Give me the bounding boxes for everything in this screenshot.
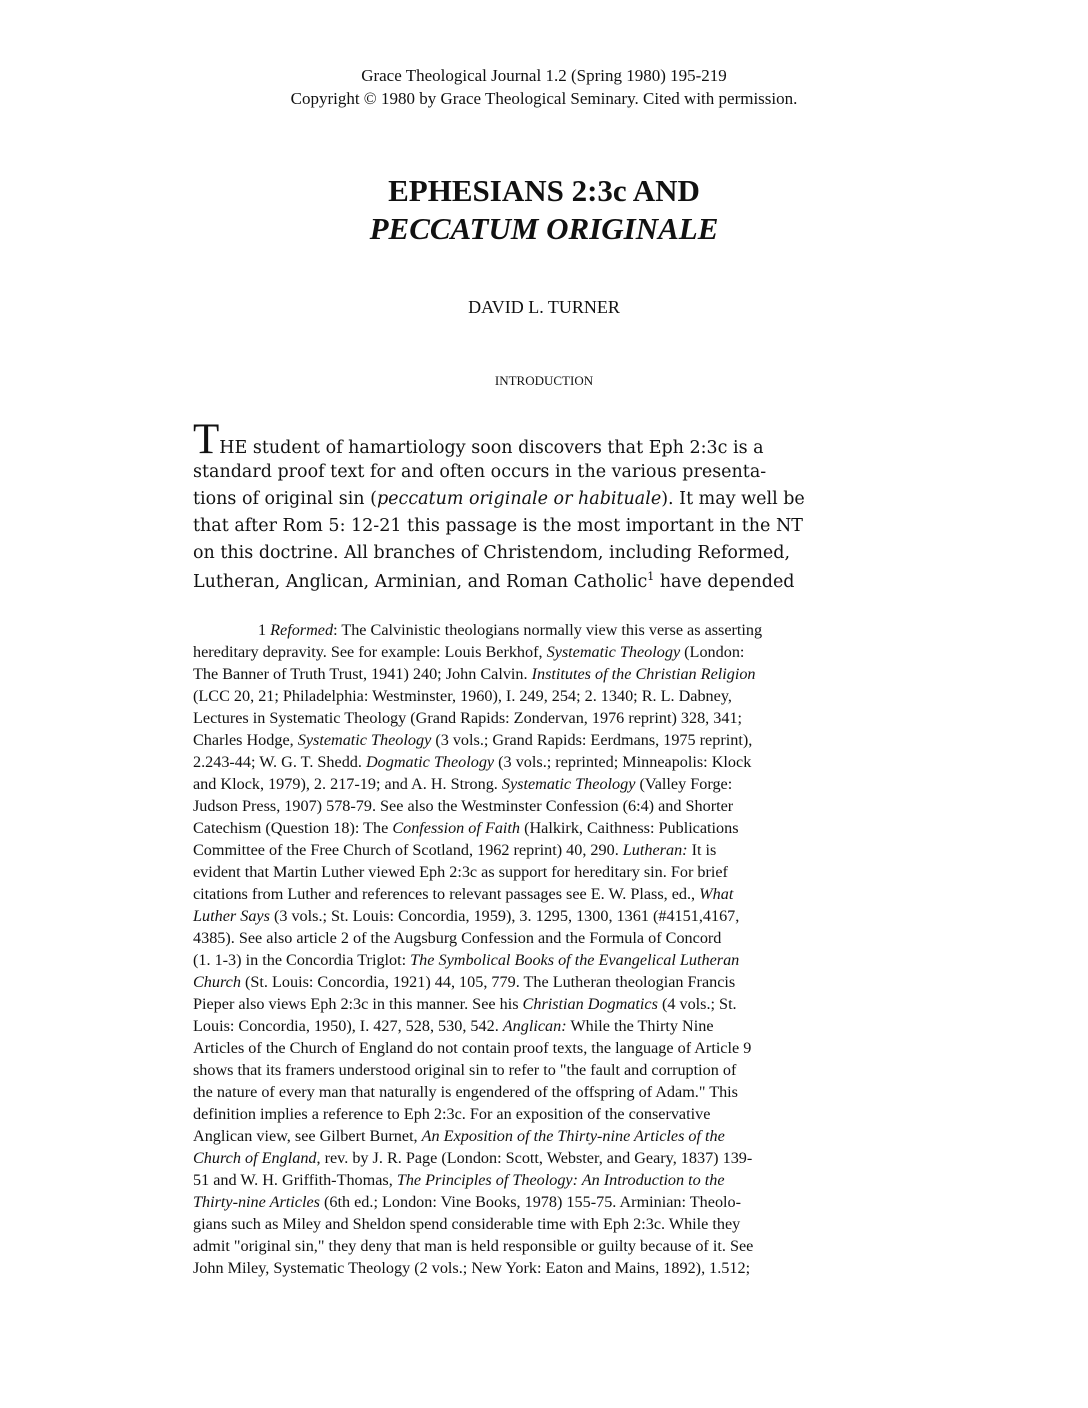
text: (6th ed.; London: Vine Books, 1978) 155-75. Arminian: Theolo- [319, 1193, 742, 1211]
book-title: Church [193, 973, 241, 991]
body-line: standard proof text for and often occurs in the various presenta- [193, 462, 767, 482]
footnote-line [258, 621, 762, 640]
book-title: Systematic Theology [546, 643, 681, 661]
article-title-line-2: PECCATUM ORIGINALE [369, 211, 719, 246]
text: tions of original sin ( [193, 489, 377, 509]
text: (St. Louis: Concordia, 1921) 44, 105, 779. The Lutheran theologian Francis [240, 973, 736, 991]
text: : The Calvinistic theologians normally view this verse as asserting [333, 621, 763, 639]
footnote-line [193, 1127, 725, 1146]
text: ). It may well be [661, 489, 805, 509]
footnote-line: (LCC 20, 21; Philadelphia: Westminster, 1960), I. 249, 254; 2. 1340; R. L. Dabney, [193, 687, 732, 705]
footnote-line [193, 885, 733, 904]
text: and Klock, 1979), 2. 217-19; and A. H. Strong. [193, 775, 502, 793]
book-title: Thirty-nine Articles [193, 1193, 320, 1211]
footnote-line [193, 775, 732, 794]
body-line [193, 489, 805, 509]
footnote-line [193, 819, 739, 838]
footnote-line [193, 995, 737, 1014]
journal-citation: Grace Theological Journal 1.2 (Spring 1980) 195-219 [361, 66, 727, 85]
category-label: Reformed [270, 621, 334, 639]
text: hereditary depravity. See for example: Louis Berkhof, [193, 643, 547, 661]
footnote-number: 1 [258, 621, 271, 639]
text: Charles Hodge, [193, 731, 298, 749]
body-line: on this doctrine. All branches of Christendom, including Reformed, [193, 543, 791, 563]
text: (1. 1-3) in the Concordia Triglot: [193, 951, 411, 969]
author-name: DAVID L. TURNER [468, 297, 620, 317]
text: have depended [654, 571, 795, 592]
latin-term: peccatum originale or habituale [376, 489, 662, 509]
text: 2.243-44; W. G. T. Shedd. [193, 753, 366, 771]
footnote-line: gians such as Miley and Sheldon spend considerable time with Eph 2:3c. While they [193, 1215, 741, 1233]
text: Anglican view, see Gilbert Burnet, [193, 1127, 422, 1145]
footnote-line [193, 643, 744, 662]
footnote-marker: 1 [647, 570, 655, 583]
category-label: Anglican: [502, 1017, 567, 1035]
text: It is [687, 841, 717, 859]
footnote-line: John Miley, Systematic Theology (2 vols.; New York: Eaton and Mains, 1892), 1.512; [193, 1259, 751, 1277]
footnote-line: Articles of the Church of England do not contain proof texts, the language of Article 9 [193, 1039, 752, 1057]
text: (3 vols.; reprinted; Minneapolis: Klock [494, 753, 752, 771]
body-line-text: HE student of hamartiology soon discovers that Eph 2:3c is a [219, 438, 764, 458]
copyright-notice: Copyright © 1980 by Grace Theological Seminary. Cited with permission. [290, 89, 798, 108]
book-title: The Symbolical Books of the Evangelical Lutheran [410, 951, 740, 969]
footnote-line [193, 731, 752, 750]
text: Lutheran, Anglican, Arminian, and Roman Catholic [193, 571, 648, 592]
text: (3 vols.; Grand Rapids: Eerdmans, 1975 reprint), [431, 731, 753, 749]
footnote-line [193, 973, 735, 992]
footnote-line: admit "original sin," they deny that man is held responsible or guilty because of it. See [193, 1237, 754, 1255]
footnote-line: definition implies a reference to Eph 2:3c. For an exposition of the conservative [193, 1105, 711, 1123]
book-title: An Exposition of the Thirty-nine Articles of the [421, 1127, 725, 1145]
text: Pieper also views Eph 2:3c in this manner. See his [193, 995, 523, 1013]
book-title: Confession of Faith [392, 819, 521, 837]
text: Louis: Concordia, 1950), I. 427, 528, 530, 542. [193, 1017, 503, 1035]
text: (Valley Forge: [635, 775, 733, 793]
drop-cap: T [193, 416, 220, 463]
text: The Banner of Truth Trust, 1941) 240; John Calvin. [193, 665, 532, 683]
section-heading: INTRODUCTION [494, 373, 594, 388]
text: , rev. by J. R. Page (London: Scott, Webster, and Geary, 1837) 139- [316, 1149, 753, 1167]
book-title: Systematic Theology [501, 775, 636, 793]
text: 51 and W. H. Griffith-Thomas, [193, 1171, 397, 1189]
footnote-line [193, 1193, 741, 1212]
text: Catechism (Question 18): The [193, 819, 393, 837]
body-line [193, 570, 795, 592]
footnote-line [193, 665, 756, 684]
book-title: Systematic Theology [297, 731, 432, 749]
book-title: Institutes of the Christian Religion [531, 665, 756, 683]
book-title: What [699, 885, 734, 903]
footnote-line [193, 1017, 714, 1036]
book-title: Christian Dogmatics [522, 995, 658, 1013]
body-line [193, 418, 764, 461]
book-title: Dogmatic Theology [365, 753, 495, 771]
text: While the Thirty Nine [566, 1017, 714, 1035]
text: (4 vols.; St. [657, 995, 737, 1013]
footnote-line: 4385). See also article 2 of the Augsburg Confession and the Formula of Concord [193, 929, 722, 947]
book-title: Luther Says [193, 907, 270, 925]
footnote-line: Lectures in Systematic Theology (Grand Rapids: Zondervan, 1976 reprint) 328, 341; [193, 709, 743, 727]
footnote-line: evident that Martin Luther viewed Eph 2:3c as support for hereditary sin. For brief [193, 863, 728, 881]
footnote-line [193, 1149, 752, 1168]
footnote-line: Judson Press, 1907) 578-79. See also the Westminster Confession (6:4) and Shorter [193, 797, 734, 815]
footnote-line [193, 753, 751, 772]
book-title: The Principles of Theology: An Introduction to the [396, 1171, 725, 1189]
text: citations from Luther and references to relevant passages see E. W. Plass, ed., [193, 885, 700, 903]
footnote-line: shows that its framers understood original sin to refer to "the fault and corruption of [193, 1061, 737, 1079]
footnote-line [193, 907, 739, 926]
book-title: Church of England [193, 1149, 317, 1167]
footnote-line [193, 951, 739, 970]
text: (London: [680, 643, 745, 661]
footnote-line [193, 1171, 725, 1190]
text: (3 vols.; St. Louis: Concordia, 1959), 3. 1295, 1300, 1361 (#4151,4167, [269, 907, 740, 925]
text: Committee of the Free Church of Scotland, 1962 reprint) 40, 290. [193, 841, 623, 859]
footnote-line: the nature of every man that naturally is engendered of the offspring of Adam." This [193, 1083, 738, 1101]
text: (Halkirk, Caithness: Publications [520, 819, 739, 837]
article-title-line-1: EPHESIANS 2:3c AND [388, 173, 700, 208]
body-line: that after Rom 5: 12-21 this passage is the most important in the NT [193, 516, 803, 536]
category-label: Lutheran: [622, 841, 688, 859]
footnote-line [193, 841, 716, 860]
